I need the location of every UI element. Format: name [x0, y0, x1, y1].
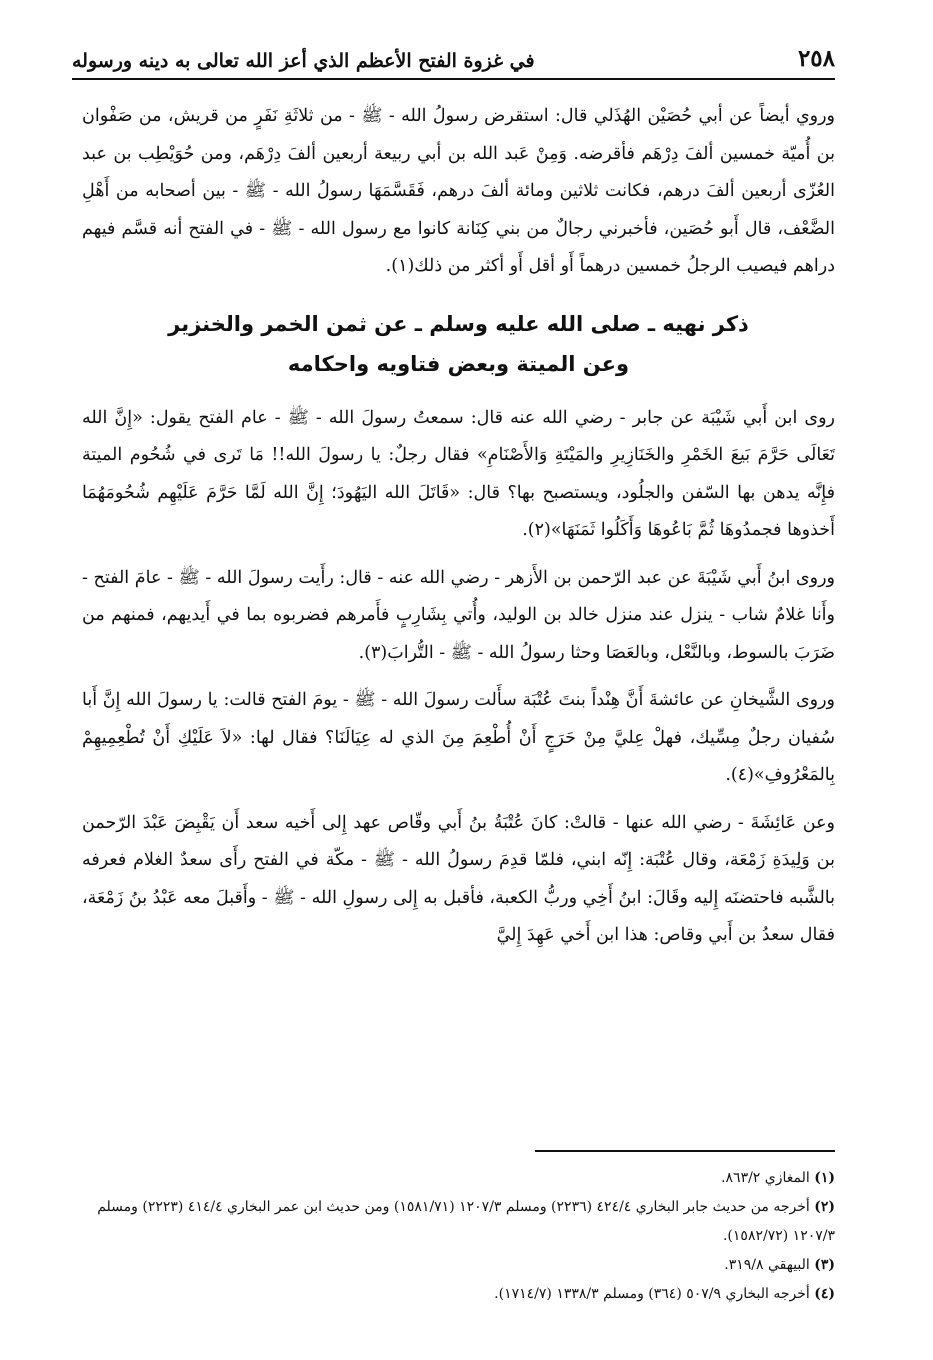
footnote-divider — [535, 1150, 835, 1152]
paragraph-1: وروي أيضاً عن أبي حُصَيْن الهُذَلي قال: استقرض رسولُ الله - ﷺ - من ثلاثَةِ نَفَرٍ من قريش، من صَفْوان بن أُميّة خمسين ألفَ دِرْهَم فأقرضه. وَمِنْ عَبد الله بن أبي ربيعة أربعين ألفَ دِرْهَم، ومن حُوَيْطِب بن عبد العُزّى أربعين ألفَ درهم، فكانت ثلاثين ومائة ألفَ درهم، فَقَسَّمَهَا رسولُ الله - ﷺ - بين أصحابه من أَهْلِ الضَّعْف، قال أَبو حُصَين، فأخبرني رجالٌ من بني كِنَانة كانوا مع رسول الله - ﷺ - في الفتح أنه قسَّم فيهم دراهم فيصيب الرجلُ خمسين درهماً أَو أقل أَو أكثر من ذلك(١). — [82, 106, 835, 276]
footnote-text: المغازي ٨٦٣/٢. — [721, 1170, 810, 1186]
footnote-text: أخرجه من حديث جابر البخاري ٤٢٤/٤ (٢٢٣٦) ومسلم ١٢٠٧/٣ (١٥٨١/٧١) ومن حديث ابن عمر البخاري ٤١٤/٤ (٢٢٢٣) ومسلم ١٢٠٧/٣ (١٥٨٢/٧٢). — [97, 1199, 835, 1244]
footnote-4 — [82, 1280, 835, 1309]
running-header — [72, 40, 835, 80]
footnote-3 — [82, 1251, 835, 1280]
paragraph-3: وروى ابنُ أَبي شَيْبَةَ عن عبد الرّحمن بن الأَزهر - رضي الله عنه - قال: رأَيت رسولَ الله - ﷺ - عامَ الفتح - وأَنا غلامٌ شاب - ينزل عند منزل خالد بن الوليد، وأُتي بِشَارِبٍ فأَمرهم فضربوه بما في أَيديهم، فمنهم من ضَرَبَ بالسوط، وبالنَّعْل، وبالعَصَا وحثا رسولُ الله - ﷺ - التُّرابَ(٣). — [82, 567, 835, 663]
footnote-number: (٤) — [814, 1286, 835, 1302]
footnote-number: (٢) — [814, 1199, 835, 1215]
paragraph-4: وروى الشَّيخانِ عن عائشةَ أَنَّ هِنْداً بنتَ عُتْبَة سأَلت رسولَ الله - ﷺ - يومَ الفتح قالت: يا رسولَ الله إِنَّ أَبا سُفيان رجلٌ مِسِّيك، فهلْ عِليَّ مِنْ حَرَجٍ أَنْ أُطْعِمَ مِنَ الذي له عِيَالَنَا؟ فقال لها: «لاَ عَلَيْكِ أَنْ تُطْعِمِيهِمْ بِالمَعْرُوفِ»(٤). — [82, 690, 835, 785]
footnote-number: (٣) — [814, 1257, 835, 1273]
paragraph-2: روى ابن أَبي شَيْبَة عن جابر - رضي الله عنه قال: سمعتُ رسولَ الله - ﷺ - عام الفتح يقول: «إِنَّ الله تَعَالَى حَرَّمَ بَيعَ الخَمْرِ والخَنَازِيرِ والمَيْتَةِ وَالأَصْنَامِ» فقال رجلٌ: يا رسولَ الله!! مَا تَرى في شُحُوم الميتة فإِنَّه يدهن بها السّفن والجلُود، ويستصبح بها؟ قال: «قَاتَلَ الله اليَهُودَ؛ إِنَّ الله لَمَّا حَرَّمَ عَلَيْهِم شُحُومَهُمَا أَخذوها فجمدُوهَا ثُمَّ بَاعُوهَا وَأَكَلُوا ثَمَنَهَا»(٢). — [82, 407, 835, 540]
section-heading-line-1: ذكر نهيه ـ صلى الله عليه وسلم ـ عن ثمن الخمر والخنزير — [168, 311, 749, 336]
footnote-1 — [82, 1164, 835, 1193]
section-heading-line-2: وعن الميتة وبعض فتاويه واحكامه — [287, 351, 630, 376]
paragraph-5: وعن عَائِشَةَ - رضي الله عنها - قالتْ: كانَ عُتْبَةُ بنُ أَبي وقّاص عهد إِلى أَخيه سعد أَن يَقْبِضَ عَبْدَ الرّحمن بن وَلِيدَةِ زَمْعَة، وقال عُتْبَة: إِنّه ابني، فلمّا قدِمَ رسولُ الله - ﷺ - مكّة في الفتح رأَى سعدٌ الغلام فعرفه بالشَّبه فاحتضنَه إِليه وقَالَ: ابنُ أَخِي وربُّ الكعبة، فأقبل به إِلى رسولِ الله - ﷺ - وأَقبلَ معه عَبْدُ بنُ زَمْعَة، فقال سعدُ بن أَبي وقاص: هذا ابن أَخي عَهِدَ إِليَّ — [82, 812, 835, 945]
page-number: ٢٥٨ — [797, 45, 835, 72]
footnotes — [82, 1150, 835, 1309]
footnote-text: أخرجه البخاري ٥٠٧/٩ (٣٦٤) ومسلم ١٣٣٨/٣ (١٧١٤/٧). — [494, 1286, 810, 1302]
main-text — [82, 98, 835, 965]
section-heading — [82, 304, 835, 384]
footnote-number: (١) — [814, 1170, 835, 1186]
footnote-2 — [82, 1193, 835, 1251]
running-title: في غزوة الفتح الأعظم الذي أعز الله تعالى به دينه ورسوله — [72, 50, 535, 72]
footnote-text: البيهقي ٣١٩/٨. — [724, 1257, 810, 1273]
